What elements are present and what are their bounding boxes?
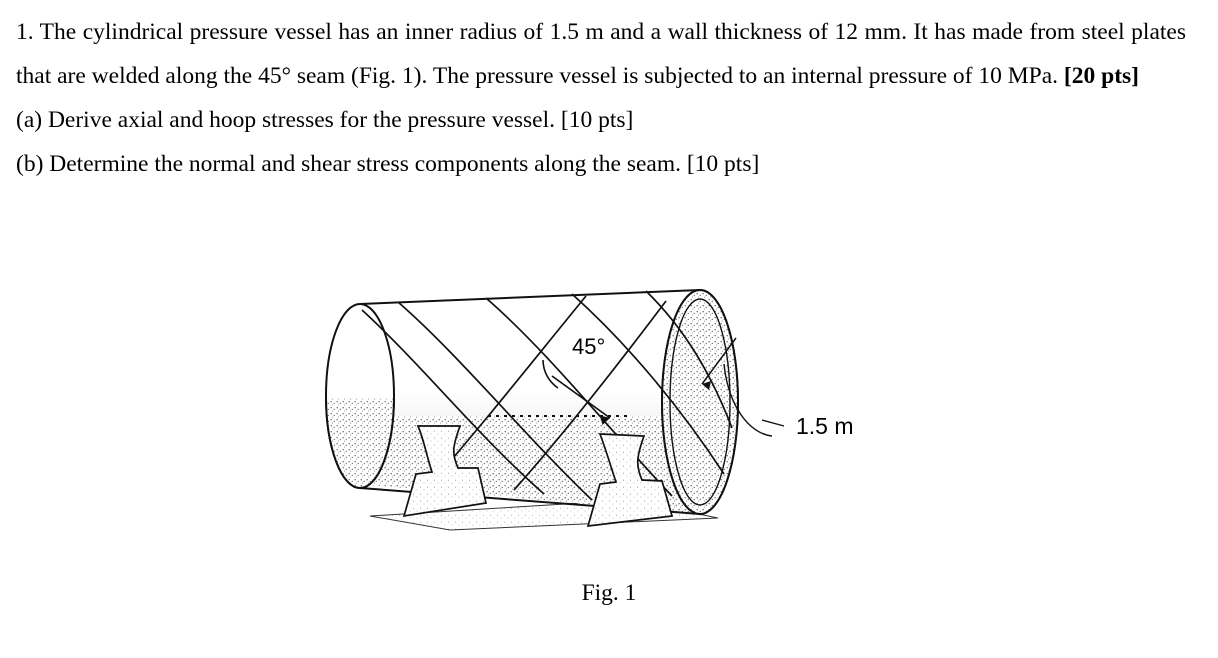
pressure-vessel-drawing bbox=[300, 268, 940, 558]
problem-statement bbox=[16, 10, 1186, 186]
figure-pressure-vessel bbox=[300, 268, 940, 558]
problem-paragraph-main bbox=[16, 10, 1186, 98]
problem-part-b: (b) Determine the normal and shear stress components along the seam. [10 pts] bbox=[16, 151, 760, 177]
radius-label: 1.5 m bbox=[796, 413, 854, 439]
figure-caption: Fig. 1 bbox=[581, 580, 637, 606]
problem-part-a: (a) Derive axial and hoop stresses for the pressure vessel. [10 pts] bbox=[16, 107, 634, 133]
problem-body-text: 1. The cylindrical pressure vessel has an inner radius of 1.5 m and a wall thickness of 12 mm. It has made from steel plates that are welded along the 45° seam (Fig. 1). The pressure vessel is subjected to an internal pressure of 10 MPa. bbox=[16, 19, 1186, 89]
angle-label: 45° bbox=[572, 334, 606, 359]
points-badge: [20 pts] bbox=[1063, 63, 1139, 89]
